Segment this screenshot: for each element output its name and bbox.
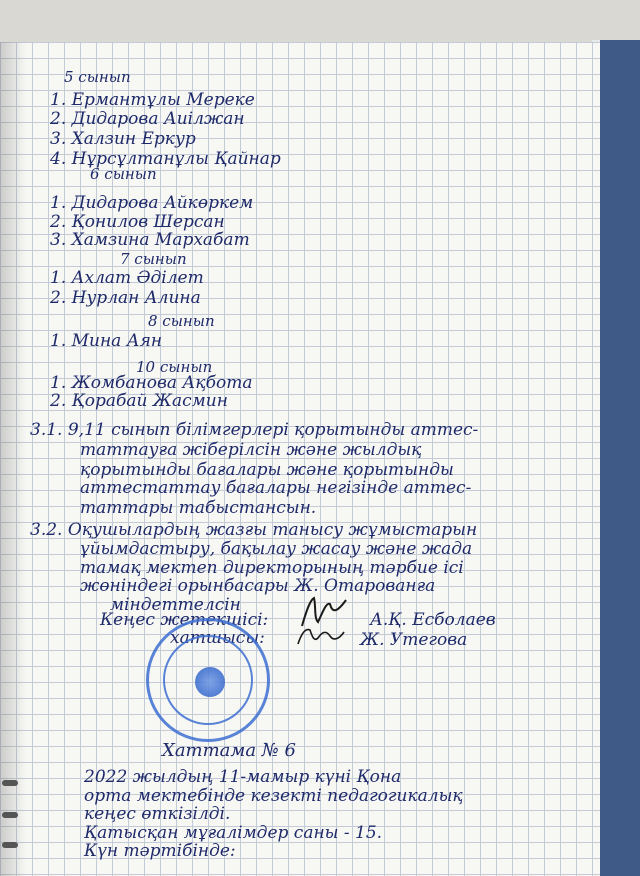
class-heading-6: 6 сынып: [90, 165, 157, 183]
list-item: 1. Мина Аян: [50, 331, 163, 351]
emblem-icon: [195, 667, 225, 697]
list-item: 2. Нурлан Алина: [50, 288, 201, 308]
list-item: 3. Халзин Еркур: [50, 129, 196, 149]
notebook-cover: [594, 40, 640, 876]
signature-secretary: [294, 622, 348, 652]
secretary-label: хатшысы:: [170, 628, 265, 648]
class-heading-7: 7 сынып: [120, 250, 187, 268]
list-item: 1. Жомбанова Ақбота: [50, 373, 253, 393]
decision-3-2-cont: жөніндегі орынбасары Ж. Отарованға: [80, 576, 436, 596]
class-heading-5: 5 сынып: [64, 68, 131, 86]
list-item: 3. Хамзина Мархабат: [50, 230, 250, 250]
decision-3-1-cont: таттары табыстансын.: [80, 498, 317, 518]
list-item: 4. Нұрсұлтанұлы Қайнар: [50, 149, 281, 169]
council-head-label: Кеңес жетекшісі:: [100, 610, 269, 630]
binding-ring: [2, 812, 18, 818]
list-item: 1. Дидарова Айкөркем: [50, 193, 254, 213]
decision-3-2-cont: тамақ мектеп директорының тәрбие ісі: [80, 558, 464, 578]
binding-ring: [2, 780, 18, 786]
list-item: 1. Ермантұлы Мереке: [50, 90, 255, 110]
secretary-name: Ж. Утегова: [360, 630, 468, 650]
binding-ring: [2, 842, 18, 848]
decision-3-1-cont: аттестаттау бағалары негізінде аттес-: [80, 478, 472, 498]
decision-3-2-cont: міндеттелсін: [110, 595, 241, 615]
list-item: 2. Қонилов Шерсан: [50, 212, 225, 232]
protocol-title: Хаттама № 6: [162, 740, 296, 761]
protocol-text: кеңес өткізілді.: [84, 804, 231, 824]
list-item: 2. Қорабай Жасмин: [50, 391, 228, 411]
council-head-name: А.Қ. Есболаев: [370, 610, 496, 630]
decision-3-2: 3.2. Оқушылардың жазғы танысу жұмыстарын: [30, 520, 478, 540]
decision-3-1: 3.1. 9,11 сынып білімгерлері қорытынды аттес-: [30, 420, 479, 440]
stamp-inner-ring: [163, 635, 253, 725]
protocol-text: 2022 жылдың 11-мамыр күні Қона: [84, 767, 402, 787]
school-seal-stamp: [146, 618, 270, 742]
protocol-text: орта мектебінде кезекті педагогикалық: [84, 786, 463, 806]
list-item: 2. Дидарова Аиілжан: [50, 109, 245, 129]
protocol-text: Күн тәртібінде:: [84, 841, 236, 861]
protocol-text: Қатысқан мұғалімдер саны - 15.: [84, 823, 383, 843]
list-item: 1. Ахлат Әділет: [50, 268, 204, 288]
decision-3-1-cont: таттауға жіберілсін және жылдық: [80, 440, 422, 460]
decision-3-2-cont: ұйымдастыру, бақылау жасау және жада: [80, 539, 473, 559]
decision-3-1-cont: қорытынды бағалары және қорытынды: [80, 460, 454, 480]
class-heading-8: 8 сынып: [148, 312, 215, 330]
binding-shadow: [0, 42, 26, 876]
class-heading-10: 10 сынып: [136, 358, 213, 376]
